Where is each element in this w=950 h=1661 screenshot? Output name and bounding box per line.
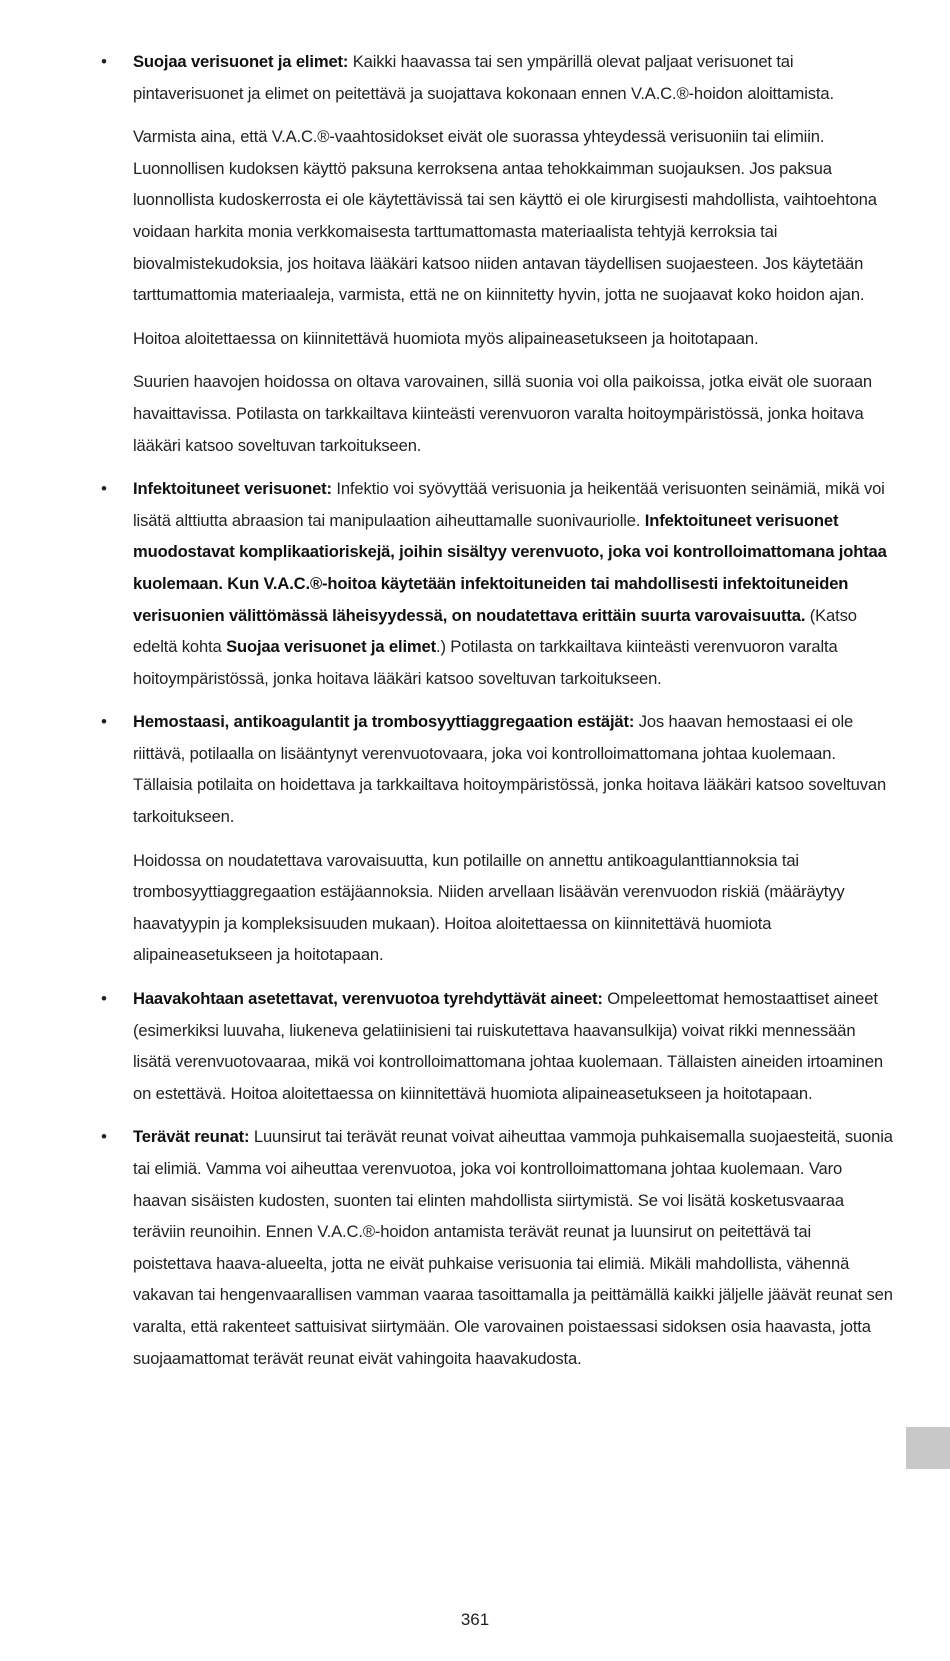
item-lead: Terävät reunat: — [133, 1127, 250, 1147]
warning-item-hemostatic-agents — [101, 983, 893, 1109]
bullet: • — [101, 1127, 107, 1147]
item-text: (Katso edeltä kohta — [133, 605, 857, 657]
warning-item-hemostasis — [101, 706, 893, 971]
item-text: Jos haavan hemostaasi ei ole riittävä, potilaalla on lisääntynyt verenvuotovaara, joka voi kontrolloimattomana johtaa kuolemaan. Tällaisia potilaita on hoidettava ja tarkkailtava hoitoympäristössä, jonka hoitava lääkäri katsoo soveltuvan tarkoitukseen. — [133, 712, 887, 827]
bullet: • — [101, 479, 107, 499]
item-paragraph — [133, 473, 893, 694]
item-cross-reference: Suojaa verisuonet ja elimet — [226, 637, 436, 657]
item-paragraph — [133, 983, 893, 1109]
bullet: • — [101, 989, 107, 1009]
item-lead: Infektoituneet verisuonet: — [133, 479, 332, 499]
item-lead: Hemostaasi, antikoagulantit ja trombosyyttiaggregaation estäjät: — [133, 712, 635, 732]
warning-item-infected-vessels — [101, 473, 893, 694]
item-lead: Suojaa verisuonet ja elimet: — [133, 52, 349, 71]
item-paragraph — [133, 46, 893, 109]
item-text: .) Potilasta on tarkkailtava kiinteästi verenvuoron varalta hoitoympäristössä, jonka hoitava lääkäri katsoo soveltuvan tarkoitukseen. — [133, 637, 838, 688]
warning-item-sharp-edges — [101, 1121, 893, 1374]
bullet: • — [101, 52, 107, 71]
item-paragraph — [133, 1121, 893, 1374]
section-tab-marker — [906, 1427, 950, 1469]
warning-item-protect-vessels — [101, 46, 893, 461]
page-number: 361 — [460, 1610, 490, 1629]
item-paragraph — [133, 706, 893, 832]
bullet: • — [101, 712, 107, 732]
item-text: Kaikki haavassa tai sen ympärillä olevat paljaat verisuonet tai pintaverisuonet ja elimet on peitettävä ja suojattava kokonaan ennen V.A.C.®-hoidon aloittamista. — [133, 52, 834, 103]
item-text: Infektio voi syövyttää verisuonia ja heikentää verisuonten seinämiä, mikä voi lisätä alttiutta abraasion tai manipulaation aiheuttamalle suonivauriolle. — [133, 479, 885, 530]
item-bold-warning: Infektoituneet verisuonet muodostavat komplikaatioriskejä, joihin sisältyy verenvuoto, joka voi kontrolloimattomana johtaa kuolemaan. Kun V.A.C.®-hoitoa käytetään infektoituneiden tai mahdollisesti infektoituneiden verisuonien välittömässä läheisyydessä, on noudatettava erittäin suurta varovaisuutta. — [133, 510, 887, 625]
item-lead: Haavakohtaan asetettavat, verenvuotoa tyrehdyttävät aineet: — [133, 989, 603, 1009]
item-text: Luunsirut tai terävät reunat voivat aiheuttaa vammoja puhkaisemalla suojaesteitä, suonia tai elimiä. Vamma voi aiheuttaa verenvuotoa, joka voi kontrolloimattomana johtaa kuolemaan. Varo haavan sisäisten kudosten, suonten tai elinten mahdollista siirtymistä. Se voi lisätä kosketusvaaraa teräviin reunoihin. Ennen V.A.C.®-hoidon antamista terävät reunat ja luunsirut on peitettävä tai poistettava haava-alueelta, jotta ne eivät puhkaise verisuonia tai elimiä. Mikäli mahdollista, vähennä vakavan tai hengenvaarallisen vamman vaaraa tasoittamalla ja peittämällä kaikki jäljelle jäävät reunat sen varalta, että rakenteet sattuisivat siirtymään. Ole varovainen poistaessasi sidoksen osia haavasta, jotta suojaamattomat terävät reunat eivät vahingoita haavakudosta. — [133, 1127, 893, 1368]
item-paragraph: Varmista aina, että V.A.C.®-vaahtosidokset eivät ole suorassa yhteydessä verisuoniin tai elimiin. Luonnollisen kudoksen käyttö paksuna kerroksena antaa tehokkaimman suojauksen. Jos paksua luonnollista kudoskerrosta ei ole käytettävissä tai sen käyttö ei ole kirurgisesti mahdollista, vaihtoehtona voidaan harkita monia verkkomaisesta tarttumattomasta materiaalista tehtyjä kerroksia tai biovalmistekudoksia, jos hoitava lääkäri katsoo niiden antavan täydellisen suojaesteen. Jos käytetään tarttumattomia materiaaleja, varmista, että ne on kiinnitetty hyvin, jotta ne suojaavat koko hoidon ajan. — [133, 127, 877, 305]
document-body — [101, 46, 893, 1374]
item-paragraph: Hoidossa on noudatettava varovaisuutta, kun potilaille on annettu antikoagulanttiannoksia tai trombosyyttiaggregaation estäjäannoksia. Niiden arvellaan lisäävän verenvuodon riskiä (määräytyy haavatyypin ja kompleksisuuden mukaan). Hoitoa aloitettaessa on kiinnitettävä huomiota alipaineasetukseen ja hoitotapaan. — [133, 850, 845, 965]
item-text: Ompeleettomat hemostaattiset aineet (esimerkiksi luuvaha, liukeneva gelatiinisieni tai ruiskutettava haavansulkija) voivat rikki mennessään lisätä verenvuotovaaraa, mikä voi kontrolloimattomana johtaa kuolemaan. Tällaisten aineiden irtoaminen on estettävä. Hoitoa aloitettaessa on kiinnitettävä huomiota alipaineasetukseen ja hoitotapaan. — [133, 989, 883, 1103]
item-paragraph: Suurien haavojen hoidossa on oltava varovainen, sillä suonia voi olla paikoissa, jotka eivät ole suoraan havaittavissa. Potilasta on tarkkailtava kiinteästi verenvuoron varalta hoitoympäristössä, jonka hoitava lääkäri katsoo soveltuvan tarkoitukseen. — [133, 372, 872, 455]
item-paragraph: Hoitoa aloitettaessa on kiinnitettävä huomiota myös alipaineasetukseen ja hoitotapaan. — [133, 328, 759, 348]
